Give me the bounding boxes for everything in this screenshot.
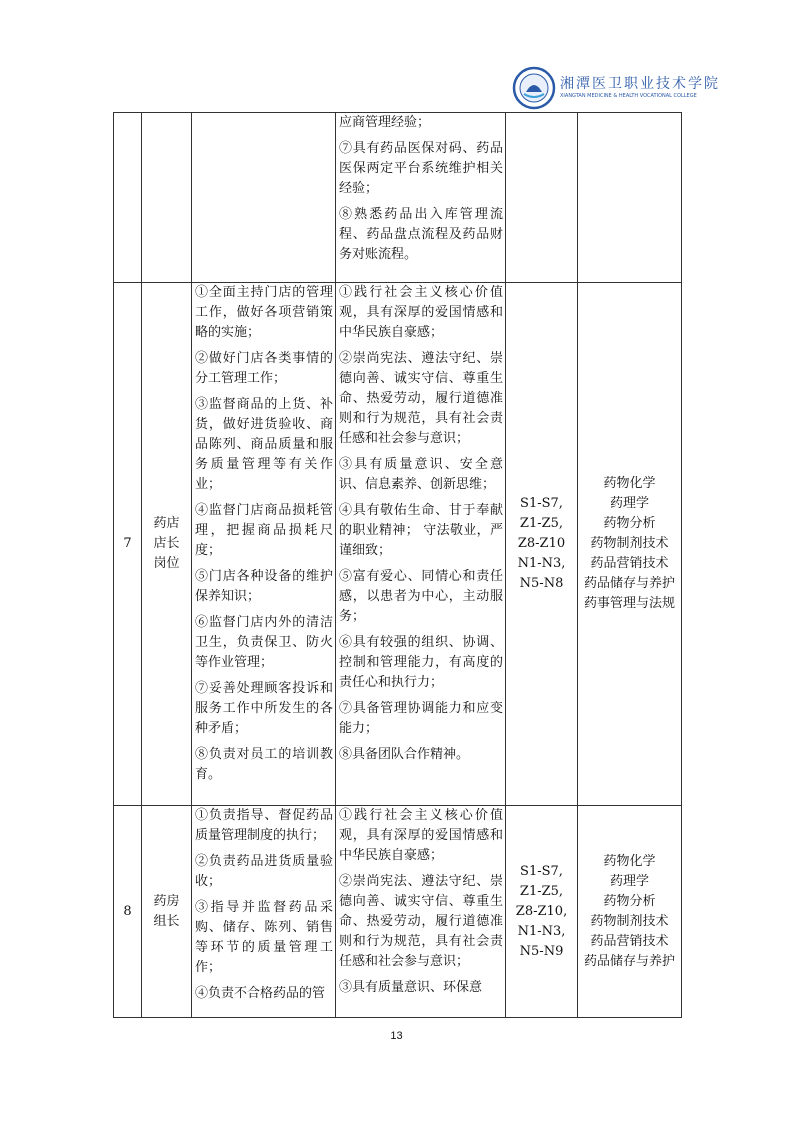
courses-cell — [578, 113, 682, 283]
course-name: 药物制剂技术 — [590, 913, 669, 929]
ability-codes: S1-S7, Z1-Z5, Z8-Z10, N1-N3, N5-N9 — [515, 863, 568, 959]
duties-cell — [192, 806, 336, 1018]
post-name-cell — [142, 806, 192, 1018]
duty-item: ①全面主持门店的管理工作，做好各项营销策略的实施； — [195, 285, 333, 340]
quality-item: ⑦具有药品医保对码、药品医保两定平台系统维护相关经验； — [339, 141, 503, 196]
quality-item: 应商管理经验； — [339, 115, 431, 130]
duty-item: ③指导并监督药品采购、储存、陈列、销售等环节的质量管理工作； — [195, 900, 333, 975]
duty-item: ⑤门店各种设备的维护保养知识； — [195, 569, 333, 604]
course-name: 药品营销技术 — [590, 556, 669, 571]
course-name: 药理学 — [609, 873, 649, 889]
duty-item: ⑥监督门店内外的清洁卫生，负责保卫、防火等作业管理； — [195, 615, 333, 670]
quality-item: ①践行社会主义核心价值观，具有深厚的爱国情感和中华民族自豪感； — [339, 808, 503, 863]
college-name: 湘潭医卫职业技术学院 — [560, 76, 720, 92]
duties-cell — [192, 283, 336, 806]
course-name: 药事管理与法规 — [583, 596, 675, 611]
quality-item: ③具有质量意识、安全意识、信息素养、创新思维； — [339, 457, 503, 492]
course-name: 药物分析 — [603, 893, 656, 909]
duty-item: ⑧负责对员工的培训教育。 — [195, 747, 333, 782]
post-name: 药房组长 — [153, 893, 180, 929]
quality-item: ③具有质量意识、环保意 — [339, 980, 483, 995]
duty-item: ⑦妥善处理顾客投诉和服务工作中所发生的各种矛盾； — [195, 681, 333, 736]
codes-cell — [506, 283, 578, 806]
row-number: 7 — [123, 536, 132, 551]
row-number-cell — [114, 113, 142, 283]
duty-item: ②负责药品进货质量验收； — [195, 854, 333, 889]
quality-item: ⑥具有较强的组织、协调、控制和管理能力，有高度的责任心和执行力； — [339, 635, 503, 690]
ability-codes: S1-S7, Z1-Z5, Z8-Z10 N1-N3, N5-N8 — [517, 496, 566, 591]
courses-cell — [578, 283, 682, 806]
post-name: 药店店长岗位 — [153, 516, 180, 571]
qualities-cell — [336, 806, 506, 1018]
duties-cell — [192, 113, 336, 283]
table-row — [114, 113, 682, 283]
college-seal-icon — [512, 66, 556, 110]
course-name: 药理学 — [609, 496, 649, 511]
row-number: 8 — [123, 903, 132, 919]
codes-cell — [506, 113, 578, 283]
quality-item: ⑦具备管理协调能力和应变能力； — [339, 701, 503, 736]
qualities-cell — [336, 283, 506, 806]
course-name: 药物制剂技术 — [590, 536, 669, 551]
duty-item: ②做好门店各类事情的分工管理工作； — [195, 351, 333, 386]
course-name: 药物化学 — [603, 853, 656, 869]
course-name: 药物分析 — [603, 516, 656, 531]
page-number: 13 — [390, 1030, 403, 1042]
courses-cell — [578, 806, 682, 1018]
qualities-cell — [336, 113, 506, 283]
post-name-cell — [142, 283, 192, 806]
row-number-cell — [114, 806, 142, 1018]
course-name: 药品储存与养护 — [583, 576, 675, 591]
course-name: 药品营销技术 — [590, 933, 669, 949]
table-row — [114, 806, 682, 1018]
duty-item: ①负责指导、督促药品质量管理制度的执行； — [195, 808, 333, 843]
quality-item: ②崇尚宪法、遵法守纪、崇德向善、诚实守信、尊重生命、热爱劳动，履行道德准则和行为规范，具有社会责任感和社会参与意识； — [339, 351, 503, 446]
quality-item: ⑧熟悉药品出入库管理流程、药品盘点流程及药品财务对账流程。 — [339, 207, 503, 262]
post-requirements-table — [113, 112, 682, 1018]
quality-item: ②崇尚宪法、遵法守纪、崇德向善、诚实守信、尊重生命、热爱劳动，履行道德准则和行为规范，具有社会责任感和社会参与意识； — [339, 874, 503, 969]
table-row — [114, 283, 682, 806]
codes-cell — [506, 806, 578, 1018]
college-logo — [512, 66, 752, 110]
post-name-cell — [142, 113, 192, 283]
quality-item: ⑤富有爱心、同情心和责任感，以患者为中心，主动服务； — [339, 569, 503, 624]
quality-item: ⑧具备团队合作精神。 — [339, 747, 470, 762]
duty-item: ③监督商品的上货、补货，做好进货验收、商品陈列、商品质量和服务质量管理等有关作业； — [195, 397, 333, 492]
row-number-cell — [114, 283, 142, 806]
course-name: 药物化学 — [603, 476, 656, 491]
course-name: 药品储存与养护 — [583, 953, 675, 969]
duty-item: ④负责不合格药品的管 — [195, 986, 326, 1001]
college-english-name: XIANGTAN MEDICINE & HEALTH VOCATIONAL COLLEGE — [560, 93, 697, 99]
duty-item: ④监督门店商品损耗管理，把握商品损耗尺度； — [195, 503, 333, 558]
quality-item: ④具有敬佑生命、甘于奉献的职业精神； 守法敬业，严谨细致； — [339, 503, 503, 558]
quality-item: ①践行社会主义核心价值观，具有深厚的爱国情感和中华民族自豪感； — [339, 285, 503, 340]
